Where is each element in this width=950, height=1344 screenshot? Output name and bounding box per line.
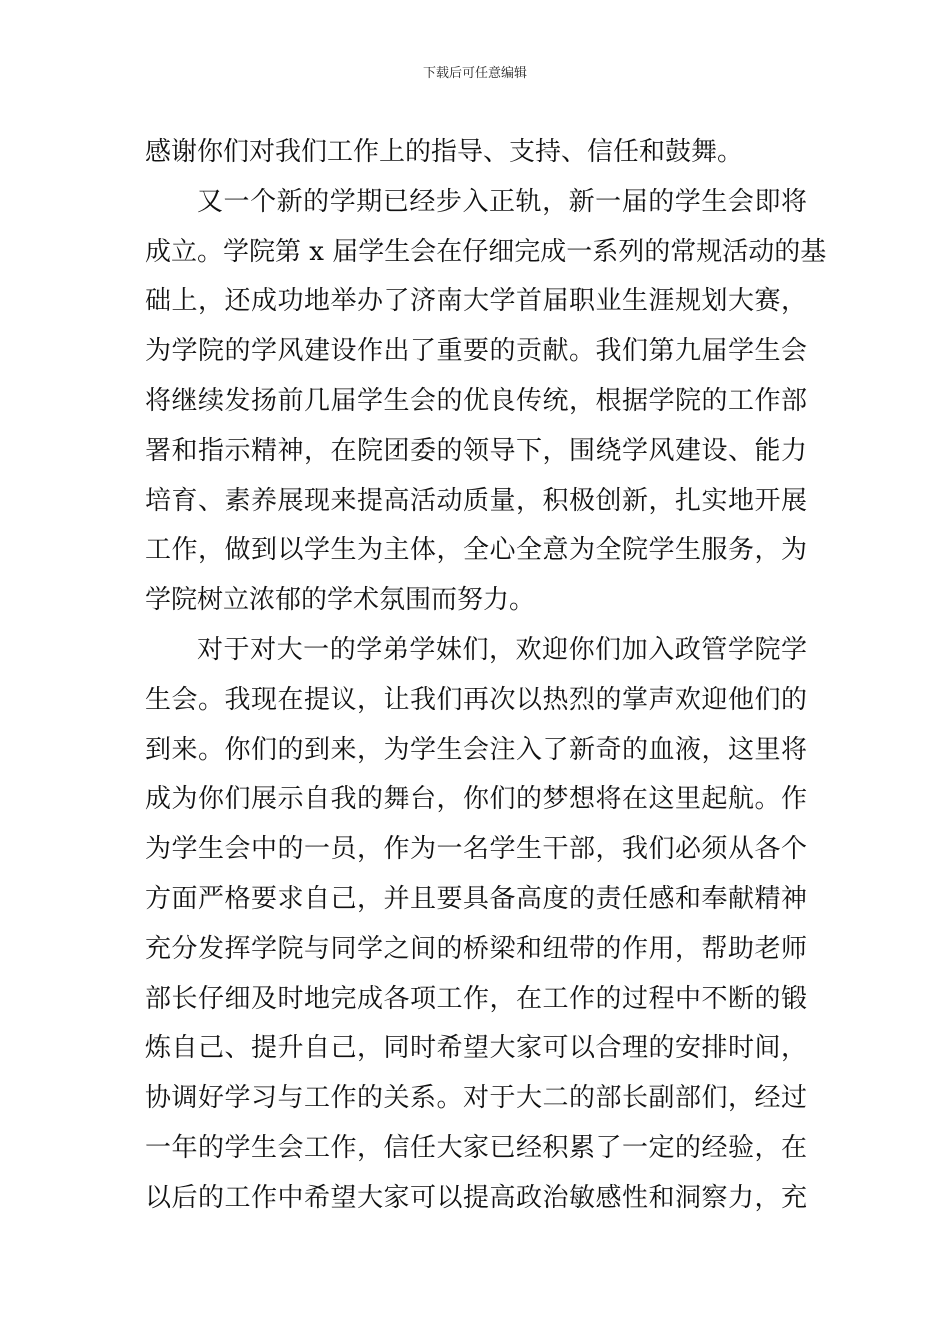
text-line: 一年的学生会工作，信任大家已经积累了一定的经验，在 (145, 1132, 807, 1163)
text-line: 础上，还成功地举办了济南大学首届职业生涯规划大赛， (145, 286, 807, 317)
text-line: 充分发挥学院与同学之间的桥梁和纽带的作用，帮助老师 (145, 933, 807, 964)
text-line: 协调好学习与工作的关系。对于大二的部长副部们，经过 (145, 1083, 807, 1114)
text-line: 工作，做到以学生为主体，全心全意为全院学生服务，为 (145, 535, 807, 566)
text-line: 署和指示精神，在院团委的领导下，围绕学风建设、能力 (145, 435, 807, 466)
text-line: 学院树立浓郁的学术氛围而努力。 (145, 585, 536, 616)
text-line: 成立。学院第 x 届学生会在仔细完成一系列的常规活动的基 (145, 236, 827, 267)
page-header: 下载后可任意编辑 (422, 66, 527, 81)
text-line: 又一个新的学期已经步入正轨，新一届的学生会即将 (197, 186, 807, 217)
body-text (145, 128, 827, 1224)
text-line: 为学生会中的一员，作为一名学生干部，我们必须从各个 (145, 834, 807, 865)
text-line: 生会。我现在提议，让我们再次以热烈的掌声欢迎他们的 (145, 684, 807, 715)
text-line: 方面严格要求自己，并且要具备高度的责任感和奉献精神 (145, 883, 807, 914)
text-line: 对于对大一的学弟学妹们，欢迎你们加入政管学院学 (197, 634, 807, 665)
text-line: 感谢你们对我们工作上的指导、支持、信任和鼓舞。 (145, 137, 744, 167)
text-line: 炼自己、提升自己，同时希望大家可以合理的安排时间， (145, 1033, 807, 1064)
text-line: 以后的工作中希望大家可以提高政治敏感性和洞察力，充 (145, 1182, 807, 1213)
text-line: 将继续发扬前几届学生会的优良传统，根据学院的工作部 (145, 385, 807, 416)
text-line: 培育、素养展现来提高活动质量，积极创新，扎实地开展 (145, 485, 807, 516)
text-line: 部长仔细及时地完成各项工作，在工作的过程中不断的锻 (145, 983, 807, 1014)
text-line: 到来。你们的到来，为学生会注入了新奇的血液，这里将 (145, 734, 807, 765)
text-line: 为学院的学风建设作出了重要的贡献。我们第九届学生会 (145, 336, 807, 367)
text-line: 成为你们展示自我的舞台，你们的梦想将在这里起航。作 (145, 784, 807, 815)
